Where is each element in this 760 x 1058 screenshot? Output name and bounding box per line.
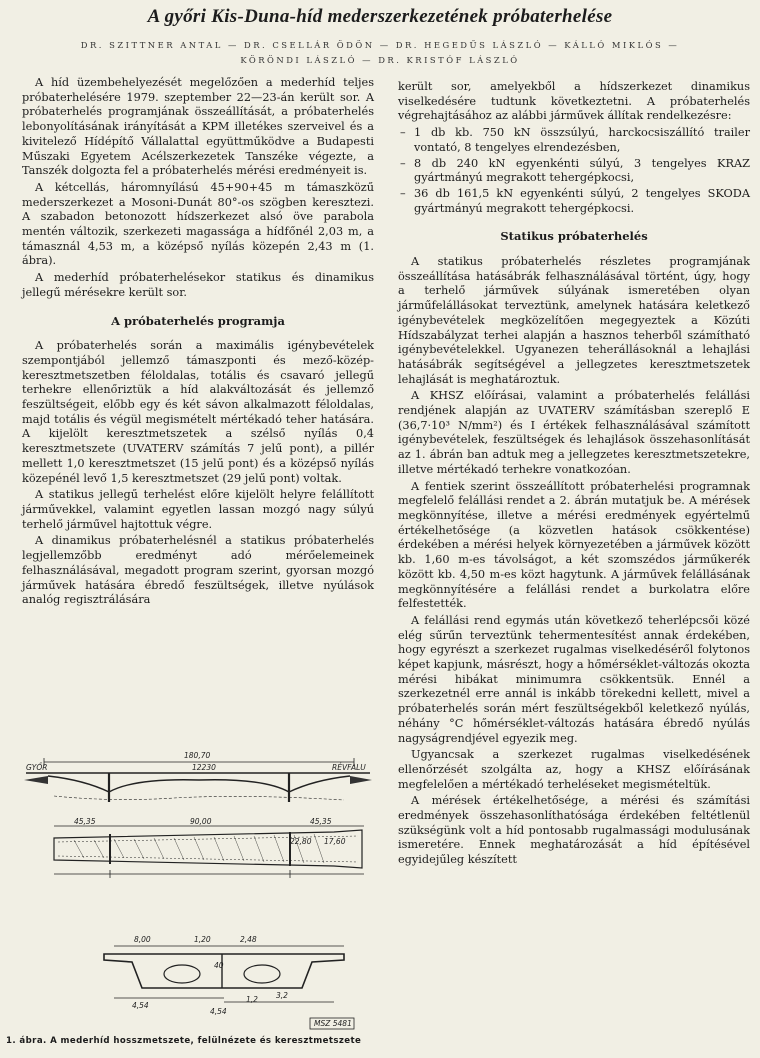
list-item: – 1 db kb. 750 kN összsúlyú, harckocsiszállító trailer vontató, 8 tengelyes elrendezésben, — [400, 126, 750, 154]
paragraph: A kétcellás, háromnyílású 45+90+45 m támaszközű mederszerkezet a Mosoni-Dunát 80°-os szögben keresztezi. A szabadon betonozott hídszerkezet alsó öve parabola mentén változik, szerkezeti magassága a hídfőnél 2,03 m, a támasznál 4,53 m, a középső nyílás közepén 2,43 m (1. ábra). — [22, 180, 374, 268]
dimension-label: 4,54 — [132, 1001, 149, 1010]
list-item: – 36 db 161,5 kN egyenkénti súlyú, 2 tengelyes SKODA gyártmányú megrakott tehergépkocsi. — [400, 186, 750, 215]
dimension-label: 17,60 — [324, 837, 346, 846]
left-column — [22, 76, 374, 610]
paragraph: A fentiek szerint összeállított próbaterhelési programnak megfelelő felállási rendet a 2. ábrán mutatjuk be. A mérések megkönnyítése, illetve a mérési eredmények egyértelmű értékelhetősége (a közvetlen hatások csökkentése) érdekében a mérési helyek környezetében a járművek között kb. 1,60 m-es távolságot, a két szomszédos járműkerék között kb. 4,50 m-es közt hagytunk. A járművek felállásának megkönnyítésére a felállási rendet a burkolatra előre felfestették. — [398, 479, 750, 611]
place-label: RÉVFALU — [332, 763, 366, 772]
right-column — [398, 80, 750, 870]
dimension-label: 45,35 — [310, 817, 332, 826]
paragraph: A mederhíd próbaterhelésekor statikus és dinamikus jellegű mérésekre került sor. — [22, 271, 374, 299]
paragraph: Ugyancsak a szerkezet rugalmas viselkedésének ellenőrzését szolgálta az, hogy a KHSZ előírásának megfelelően a mértékadó terheléseket megismételtük. — [398, 748, 750, 791]
dimension-label: 2,48 — [240, 935, 257, 944]
dimension-label: 45,35 — [74, 817, 96, 826]
author-list — [20, 38, 740, 68]
dimension-label: 1,20 — [194, 935, 211, 944]
place-label: GYŐR — [26, 763, 48, 772]
paragraph: A felállási rend egymás után következő teherlépcsői közé elég sűrűn terveztünk tehermentesítést annak érdekében, hogy egyrészt a szerkezet rugalmas viselkedéséről folytonos képet kapjunk, másrészt, hogy a hőmérséklet-változás okozta mérési hibákat minimumra csökkentsük. Ennél a szerkezetnél erre annál is inkább törekedni kellett, mivel a próbaterhelés során mért feszültségekből keletkező nyúlás, néhány °C hőmérséklet-változás hatására ébredő nyúlás nagyságrendjével egyezik meg. — [398, 613, 750, 745]
vehicle-list — [398, 126, 750, 216]
dimension-label: 8,00 — [134, 935, 151, 944]
paragraph: A statikus próbaterhelés részletes programjának összeállítása hatásábrák felhasználásával történt, úgy, hogy a terhelő járművek súlyának ismeretében olyan járműfelállásokat terveztünk, amelynek hatására keletkező igénybevételek megközelítően megegyeztek a Közúti Hídszabályzat terhei alapján a hasznos teherből számítható igénybevételekkel. Ugyanezen teherállásoknál a lehajlási hatásábrák segítségével a jellegzetes keresztmetszetek lehajlását is meghatároztuk. — [398, 255, 750, 386]
bridge-drawing — [14, 740, 382, 1032]
paragraph: A KHSZ előírásai, valamint a próbaterhelés felállási rendjének alapján az UVATERV számításban szereplő E (36,7·10³ N/mm²) és I értékek felhasználásával számított igénybevételek, feszültségek és lehajlások összehasonlítását az 1. ábrán ban adtuk meg a jellegzetes keresztmetszetekre, illetve mértékadó terhekre vonatkozóan. — [398, 389, 750, 476]
plan-view — [54, 826, 364, 878]
dimension-label: 180,70 — [184, 751, 211, 760]
paragraph: A próbaterhelés során a maximális igénybevételek szempontjából jellemző támaszponti és mező-közép-keresztmetszetben féloldalas, totális és csavaró jellegű terhekre ellenőriztük a híd alakváltozását és jellemző feszültségeit, előbb egy és két sávon alkalmazott féloldalas, majd totális és végül megismételt mértékadó teher hatására. A kijelölt keresztmetszetek a szélső nyílás 0,4 keresztmetszete (UVATERV számítás 7 jelű pont), a pillér mellett 1,0 keresztmetszet (15 jelű pont) és a középső nyílás közepénél levő 1,5 keresztmetszet (29 jelű pont) voltak. — [22, 339, 374, 485]
bridge-figure — [14, 740, 382, 1032]
cross-section — [104, 946, 344, 1002]
dimension-label: 90,00 — [190, 817, 212, 826]
paragraph: A statikus jellegű terhelést előre kijelölt helyre felállított járművekkel, valamint egyetlen lassan mozgó nagy súlyú terhelő járművel hajtottuk végre. — [22, 488, 374, 531]
drawing-stamp: MSZ 5481 — [314, 1019, 352, 1028]
authors-line-2: KÖRÖNDI LÁSZLÓ — DR. KRISTÓF LÁSZLÓ — [240, 55, 520, 65]
dimension-label: 12230 — [192, 763, 216, 772]
dimension-label: 1,2 — [246, 995, 258, 1004]
paragraph: A dinamikus próbaterhelésnél a statikus próbaterhelés legjellemzőbb eredményt adó mérőelemeinek felhasználásával, megadott program szerint, gyorsan mozgó járművek hatására ébredő feszültségek, illetve nyúlások analóg regisztrálására — [22, 534, 374, 607]
paragraph: került sor, amelyekből a hídszerkezet dinamikus viselkedésére tudtunk következtetni. A próbaterhelés végrehajtásához az alábbi járművek állítak rendelkezésre: — [398, 80, 750, 123]
dimension-label: 4,54 — [210, 1007, 227, 1016]
paragraph: A híd üzembehelyezését megelőzően a mederhíd teljes próbaterhelésére 1979. szeptember 22—23-án került sor. A próbaterhelés programjának összeállítását, a próbaterhelés lebonyolításának irányítását a KPM illetékes szerveivel és a kivitelező Hídépítő Vállalattal együttműködve a Budapesti Műszaki Egyetem Acélszerkezetek Tanszéke végezte, a Tanszék dolgozta fel a próbaterhelés mérési eredményeit is. — [22, 76, 374, 178]
section-heading: A próbaterhelés programja — [111, 313, 285, 328]
paragraph: A mérések értékelhetősége, a mérési és számítási eredmények összehasonlíthatósága érdekében feltétlenül szükségünk volt a híd pontosabb rugalmassági modulusának ismeretére. Ennek meghatározását a híd építésével egyidejűleg készített — [398, 794, 750, 867]
dimension-label: 40 — [214, 961, 224, 970]
dimension-label: 3,2 — [276, 991, 288, 1000]
article-title: A győri Kis-Duna-híd mederszerkezetének próbaterhelése — [147, 6, 613, 27]
section-heading: Statikus próbaterhelés — [500, 229, 648, 244]
authors-line-1: DR. SZITTNER ANTAL — DR. CSELLÁR ÖDÖN — DR. HEGEDŰS LÁSZLÓ — KÁLLÓ MIKLÓS — — [80, 40, 680, 50]
figure-caption: 1. ábra. A mederhíd hosszmetszete, felülnézete és keresztmetszete — [6, 1036, 362, 1046]
dimension-label: 22,80 — [290, 837, 312, 846]
list-item: – 8 db 240 kN egyenkénti súlyú, 3 tengelyes KRAZ gyártmányú megrakott tehergépkocsi, — [400, 156, 750, 185]
